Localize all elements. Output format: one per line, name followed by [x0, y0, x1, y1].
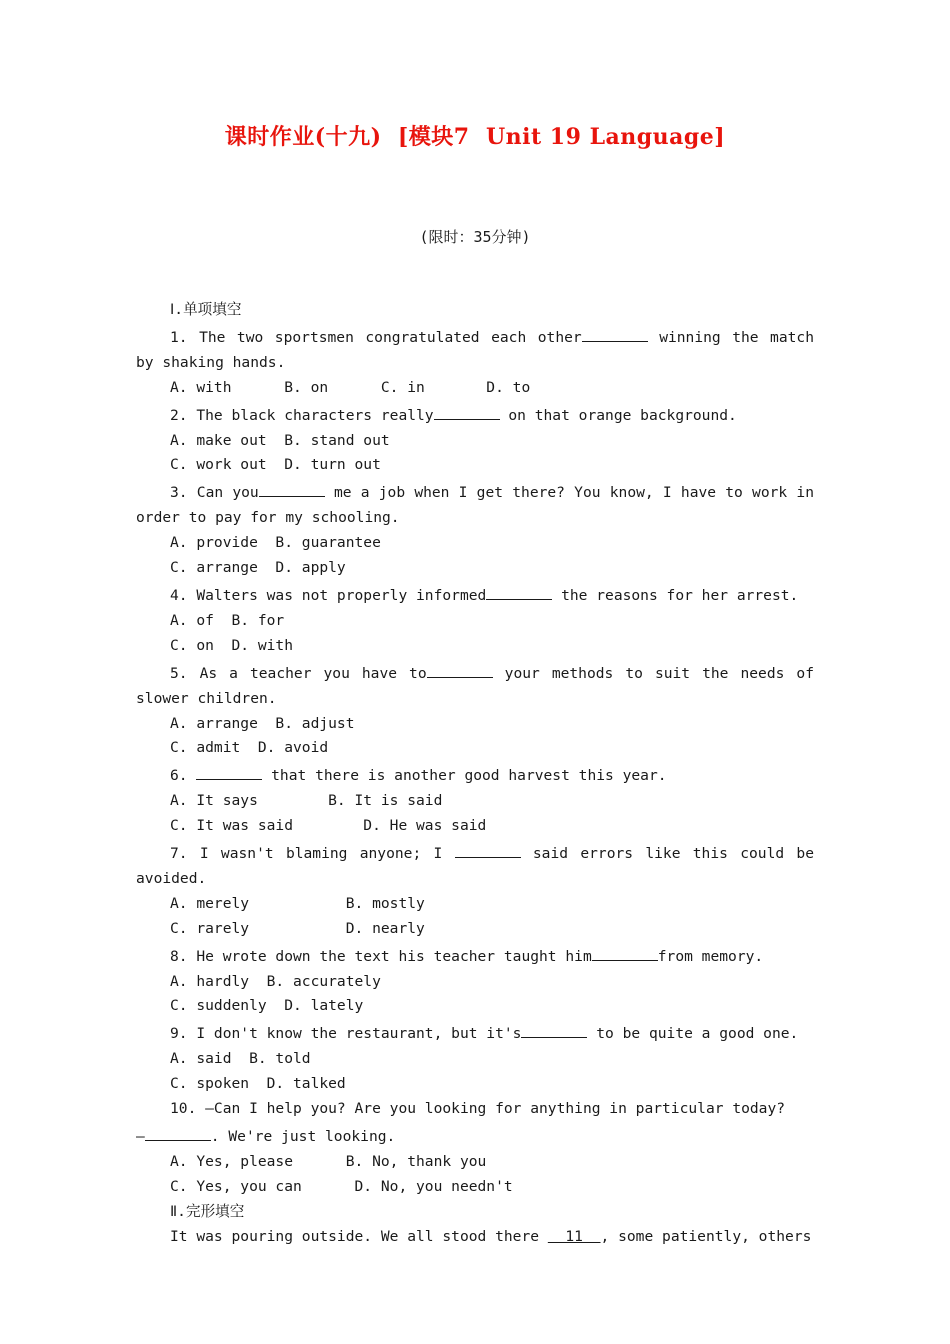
section-heading-single-choice: Ⅰ.单项填空	[170, 301, 242, 318]
option-row: A. make out B. stand out	[170, 431, 390, 449]
question-text: 10. —Can I help you? Are you looking for anything in particular today?	[170, 1100, 786, 1118]
question-text: 1. The two sportsmen congratulated each other	[170, 328, 582, 346]
answer-blank[interactable]	[582, 323, 648, 342]
question-text: the reasons for her arrest.	[552, 586, 799, 604]
option-row: A. Yes, please B. No, thank you	[170, 1152, 487, 1170]
question-10	[136, 1097, 814, 1122]
option-row: C. on D. with	[170, 636, 294, 654]
question-text: 7. I wasn't blaming anyone; I	[170, 845, 455, 863]
question-6	[136, 761, 814, 789]
option-row: A. of B. for	[170, 611, 285, 629]
question-text: your methods to suit the needs of slower children.	[136, 664, 815, 707]
option-row: A. It says B. It is said	[170, 792, 443, 810]
question-text: 3. Can you	[170, 484, 259, 502]
question-text: 5. As a teacher you have to	[170, 664, 427, 682]
question-text: 8. He wrote down the text his teacher taught him	[170, 947, 592, 965]
question-8	[136, 942, 814, 970]
answer-blank[interactable]	[455, 839, 521, 858]
answer-blank[interactable]	[592, 942, 658, 961]
answer-blank[interactable]	[434, 401, 500, 420]
option-row: A. merely B. mostly	[170, 894, 425, 912]
question-text: to be quite a good one.	[587, 1025, 799, 1043]
reply-text: . We're just looking.	[210, 1128, 396, 1145]
answer-blank[interactable]	[486, 581, 552, 600]
option-row: C. rarely D. nearly	[170, 919, 425, 937]
passage-text: , some patiently, others	[600, 1227, 812, 1245]
passage-text: It was pouring outside. We all stood there	[170, 1227, 548, 1245]
question-text: me a job when I get there? You know, I have to work in order to pay for my schooling.	[136, 484, 814, 527]
answer-blank[interactable]	[427, 659, 493, 678]
question-7	[136, 839, 814, 892]
question-text: that there is another good harvest this year.	[262, 767, 667, 785]
question-text: winning the match by shaking hands.	[136, 328, 814, 371]
question-text: from memory.	[657, 947, 764, 965]
question-2	[136, 401, 814, 429]
question-text: 6.	[170, 767, 197, 785]
answer-blank[interactable]	[196, 761, 262, 780]
option-row: C. work out D. turn out	[170, 456, 381, 474]
question-4	[136, 581, 814, 609]
question-text: 4. Walters was not properly informed	[170, 586, 487, 604]
option-row: C. admit D. avoid	[170, 739, 329, 757]
question-list	[136, 323, 814, 1122]
answer-blank[interactable]	[259, 478, 325, 497]
question-text: 9. I don't know the restaurant, but it's	[170, 1025, 522, 1043]
question-3	[136, 478, 814, 531]
option-row: A. said B. told	[170, 1050, 311, 1068]
option-row: A. with B. on C. in D. to	[170, 378, 531, 396]
section-heading-cloze: Ⅱ.完形填空	[170, 1202, 245, 1220]
reply-dash: —	[136, 1128, 145, 1145]
option-row: C. Yes, you can D. No, you needn't	[170, 1177, 513, 1195]
question-10-reply	[136, 1122, 814, 1150]
option-row: C. arrange D. apply	[170, 559, 346, 577]
answer-blank[interactable]	[521, 1019, 587, 1038]
option-row: A. hardly B. accurately	[170, 972, 381, 990]
option-row: C. It was said D. He was said	[170, 817, 487, 835]
option-row: A. arrange B. adjust	[170, 714, 355, 732]
question-text: said errors like this could be avoided.	[136, 845, 814, 887]
option-row: C. spoken D. talked	[170, 1075, 346, 1093]
answer-blank[interactable]	[145, 1122, 211, 1141]
worksheet-body	[136, 298, 814, 1250]
cloze-blank-11[interactable]: 11	[547, 1227, 601, 1245]
question-9	[136, 1019, 814, 1047]
time-limit: (限时：35分钟)	[419, 228, 531, 246]
question-1	[136, 323, 814, 376]
question-5	[136, 659, 814, 712]
question-text: 2. The black characters really	[170, 406, 434, 424]
cloze-passage	[136, 1225, 814, 1250]
page-title: 课时作业(十九) [模块7 Unit 19 Language]	[224, 124, 726, 150]
option-row: C. suddenly D. lately	[170, 997, 364, 1015]
question-text: on that orange background.	[499, 406, 737, 424]
option-row: A. provide B. guarantee	[170, 534, 381, 552]
